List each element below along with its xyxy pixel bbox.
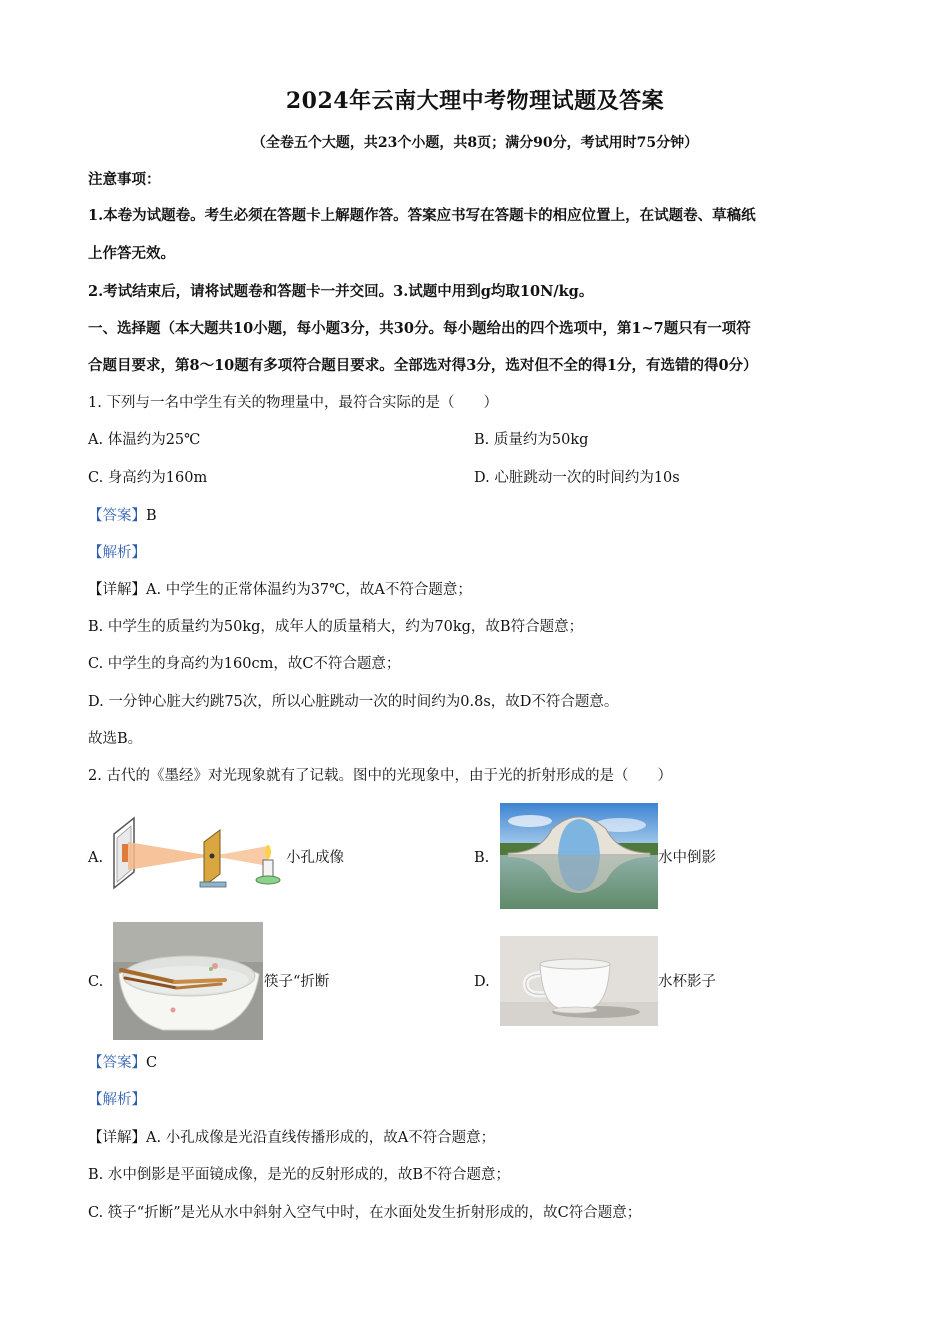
document-subtitle: （全卷五个大题，共23个小题，共8页；满分90分，考试用时75分钟） [251,135,699,151]
q2-detail-a [88,1128,495,1148]
q2-analysis-tag: 【解析】 [88,1092,146,1108]
q1-detail-a [88,580,472,600]
chopsticks-bowl-photo [113,922,263,1040]
notes-heading: 注意事项： [88,171,161,188]
q2-option-b-caption: 水中倒影 [658,850,716,866]
notes-item-1-line-2: 上作答无效。 [88,245,175,262]
q1-answer-tag: 【答案】 [88,508,146,524]
bridge-reflection-photo [500,803,658,909]
q2-option-c-caption: 筷子“折断 [264,974,330,990]
q1-option-b: B. 质量约为50kg [474,432,589,448]
q2-option-a-caption: 小孔成像 [286,850,344,866]
q2-option-d-caption: 水杯影子 [658,974,716,990]
q1-option-d: D. 心脏跳动一次的时间约为10s [474,470,680,486]
q1-detail-d: D. 一分钟心脏大约跳75次，所以心脏跳动一次的时间约为0.8s，故D不符合题意。 [88,694,619,710]
q2-detail-tag: 【详解】 [88,1130,146,1146]
document-title: 2024年云南大理中考物理试题及答案 [285,88,665,114]
q1-detail-b: B. 中学生的质量约为50kg，成年人的质量稍大，约为70kg，故B符合题意； [88,619,584,635]
q2-detail-b: B. 水中倒影是平面镜成像，是光的反射形成的，故B不符合题意； [88,1167,511,1183]
q2-option-b-letter: B. [474,850,490,866]
pinhole-imaging-figure [108,812,286,892]
q2-answer [88,1053,157,1073]
q2-option-c-letter: C. [88,974,104,990]
q1-option-c: C. 身高约为160m [88,470,208,486]
section-1-line-2: 合题目要求，第8～10题有多项符合题目要求。全部选对得3分，选对但不全的得1分，有选错的得0分） [88,357,758,374]
q1-conclusion: 故选B。 [88,731,143,747]
q2-option-a-letter: A. [88,850,104,866]
q1-detail-a-text: A. 中学生的正常体温约为37℃，故A不符合题意； [146,582,472,598]
q2-answer-tag: 【答案】 [88,1055,146,1071]
q2-option-d-letter: D. [474,974,490,990]
notes-item-2: 2.考试结束后，请将试题卷和答题卡一并交回。3.试题中用到g均取10N/kg。 [88,283,594,300]
q2-detail-c: C. 筷子“折断”是光从水中斜射入空气中时，在水面处发生折射形成的，故C符合题意； [88,1205,642,1221]
q1-answer-value: B [146,508,157,524]
q1-answer [88,506,157,526]
q1-analysis-tag: 【解析】 [88,545,146,561]
q1-detail-tag: 【详解】 [88,582,146,598]
cup-shadow-photo [500,936,658,1026]
q1-option-a: A. 体温约为25℃ [88,432,201,448]
q2-answer-value: C [146,1055,158,1071]
notes-item-1-line-1: 1.本卷为试题卷。考生必须在答题卡上解题作答。答案应书写在答题卡的相应位置上，在试题卷、草稿纸 [88,207,756,224]
section-1-line-1: 一、选择题（本大题共10小题，每小题3分，共30分。每小题给出的四个选项中，第1~7题只有一项符 [88,320,751,337]
q2-stem: 2. 古代的《墨经》对光现象就有了记载。图中的光现象中，由于光的折射形成的是（ ） [88,768,672,784]
q1-detail-c: C. 中学生的身高约为160cm，故C不符合题意； [88,656,401,672]
q1-stem: 1. 下列与一名中学生有关的物理量中，最符合实际的是（ ） [88,395,498,411]
q2-detail-a-text: A. 小孔成像是光沿直线传播形成的，故A不符合题意； [146,1130,496,1146]
